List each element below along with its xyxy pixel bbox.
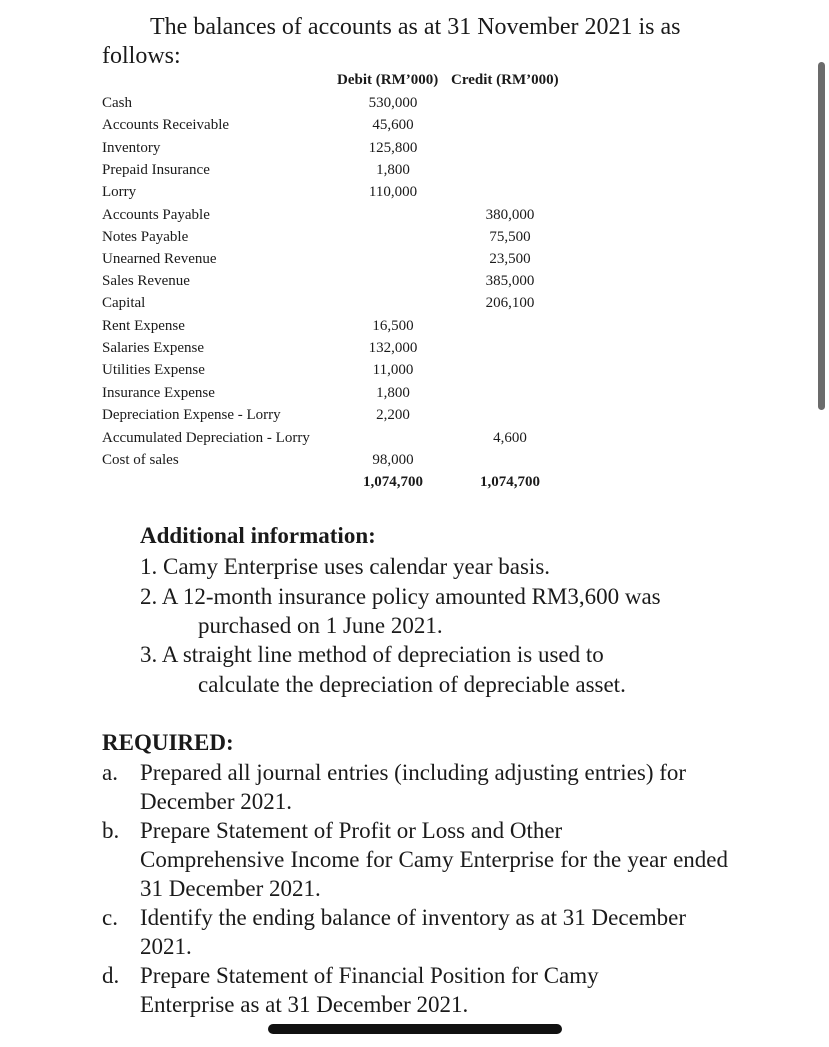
additional-info-title: Additional information:	[140, 523, 376, 548]
required-item-d	[102, 961, 728, 1019]
debit-value: 2,200	[376, 407, 410, 423]
total-credit: 1,074,700	[480, 474, 540, 490]
credit-value: 4,600	[493, 430, 527, 446]
account-name: Prepaid Insurance	[102, 162, 210, 178]
credit-value: 385,000	[485, 273, 535, 289]
additional-info-item: 3. A straight line method of depreciation is used to	[140, 642, 604, 667]
required-item-b	[102, 816, 728, 903]
credit-value: 23,500	[489, 251, 531, 267]
required-text: Enterprise as at 31 December 2021.	[140, 992, 469, 1017]
required-title: REQUIRED:	[102, 730, 234, 755]
account-name: Insurance Expense	[102, 385, 215, 401]
required-text: Prepare Statement of Financial Position for Camy	[140, 963, 599, 988]
account-name: Capital	[102, 295, 146, 311]
debit-value: 1,800	[376, 385, 410, 401]
account-name: Cost of sales	[102, 452, 179, 468]
account-name: Accumulated Depreciation - Lorry	[102, 430, 310, 446]
account-name: Lorry	[102, 184, 137, 200]
additional-info-item: purchased on 1 June 2021.	[198, 613, 443, 638]
debit-value: 11,000	[372, 362, 414, 378]
additional-info-item: calculate the depreciation of depreciable asset.	[198, 672, 626, 697]
debit-value: 132,000	[368, 340, 418, 356]
debit-value: 45,600	[372, 117, 414, 133]
account-name: Accounts Receivable	[102, 117, 230, 133]
credit-value: 380,000	[485, 207, 535, 223]
required-text: Prepared all journal entries (including adjusting entries) for	[140, 760, 687, 785]
required-item-a	[102, 758, 728, 816]
required-label: d.	[102, 963, 120, 988]
account-name: Inventory	[102, 140, 161, 156]
account-name: Notes Payable	[102, 229, 189, 245]
debit-value: 530,000	[368, 95, 418, 111]
credit-value: 75,500	[489, 229, 531, 245]
account-name: Rent Expense	[102, 318, 185, 334]
home-indicator[interactable]	[268, 1024, 562, 1034]
intro-text: The balances of accounts as at 31 November 2021 is as follows:	[102, 14, 681, 69]
required-label: c.	[102, 905, 118, 930]
required-text: Identify the ending balance of inventory as at 31 December	[140, 905, 687, 930]
debit-value: 1,800	[376, 162, 410, 178]
required-label: b.	[102, 818, 120, 843]
credit-column-header: Credit (RM’000)	[451, 72, 559, 88]
additional-info-item: 1. Camy Enterprise uses calendar year basis.	[140, 554, 551, 579]
debit-value: 98,000	[372, 452, 414, 468]
total-debit: 1,074,700	[363, 474, 423, 490]
required-label: a.	[102, 760, 118, 785]
account-name: Depreciation Expense - Lorry	[102, 407, 281, 423]
account-name: Salaries Expense	[102, 340, 205, 356]
additional-info-item: 2. A 12-month insurance policy amounted RM3,600 was	[140, 584, 661, 609]
required-text: 2021.	[140, 934, 192, 959]
account-name: Utilities Expense	[102, 362, 205, 378]
required-text: December 2021.	[140, 789, 292, 814]
account-name: Unearned Revenue	[102, 251, 217, 267]
scrollbar-thumb[interactable]	[818, 62, 825, 410]
account-name: Accounts Payable	[102, 207, 210, 223]
required-item-c	[102, 903, 728, 961]
debit-value: 16,500	[372, 318, 414, 334]
debit-value: 110,000	[368, 184, 418, 200]
credit-value: 206,100	[485, 295, 535, 311]
required-text: Prepare Statement of Profit or Loss and Other	[140, 818, 563, 843]
debit-column-header: Debit (RM’000)	[337, 72, 439, 88]
account-name: Cash	[102, 95, 132, 111]
account-name: Sales Revenue	[102, 273, 190, 289]
debit-value: 125,800	[368, 140, 418, 156]
required-text: Comprehensive Income for Camy Enterprise for the year ended 31 December 2021.	[140, 847, 728, 901]
